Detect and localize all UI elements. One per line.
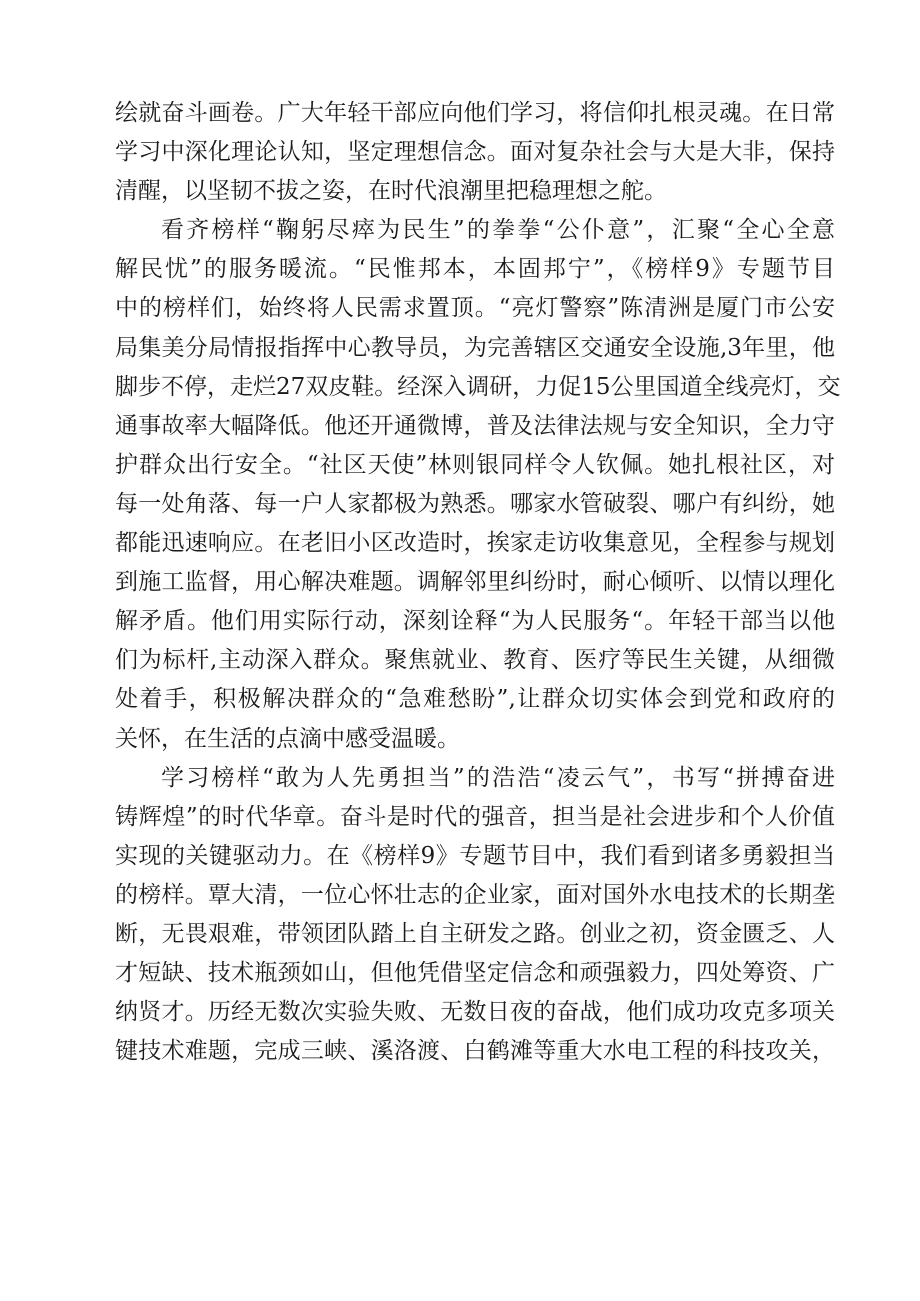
text-line: 到施工监督，用心解决难题。调解邻里纠纷时，耐心倾听、以情以理化 — [115, 569, 835, 596]
text-line: 通事故率大幅降低。他还开通微博，普及法律法规与安全知识，全力守 — [115, 412, 835, 439]
text-line: 铸辉煌”的时代华章。奋斗是时代的强音，担当是社会进步和个人价值 — [115, 803, 835, 830]
text-line: 绘就奋斗画卷。广大年轻干部应向他们学习，将信仰扎根灵魂。在日常 — [115, 100, 835, 126]
body-text — [115, 94, 841, 1071]
text-line: 看齐榜样“鞠躬尽瘁为民生”的拳拳“公仆意”，汇聚“全心全意 — [161, 217, 835, 244]
text-line: 们为标杆,主动深入群众。聚焦就业、教育、医疗等民生关键，从细微 — [115, 647, 835, 674]
text-line: 的榜样。覃大清，一位心怀壮志的企业家，面对国外水电技术的长期垄 — [115, 881, 835, 908]
text-line: 都能迅速响应。在老旧小区改造时，挨家走访收集意见，全程参与规划 — [115, 530, 835, 557]
text-line: 关怀，在生活的点滴中感受温暖。 — [115, 725, 460, 752]
text-line: 断，无畏艰难，带领团队踏上自主研发之路。创业之初，资金匮乏、人 — [115, 920, 835, 947]
paragraph — [115, 759, 835, 1072]
text-line: 中的榜样们，始终将人民需求置顶。“亮灯警察”陈清洲是厦门市公安 — [115, 295, 835, 322]
text-line: 纳贤才。历经无数次实验失败、无数日夜的奋战，他们成功攻克多项关 — [115, 999, 835, 1026]
text-line: 解民忧”的服务暖流。“民惟邦本，本固邦宁”，《榜样9》专题节目 — [115, 256, 835, 283]
text-line: 护群众出行安全。“社区天使”林则银同样令人钦佩。她扎根社区，对 — [115, 451, 835, 478]
text-line: 学习榜样“敢为人先勇担当”的浩浩“凌云气”，书写“拼搏奋进 — [161, 764, 835, 791]
text-line: 学习中深化理论认知，坚定理想信念。面对复杂社会与大是大非，保持 — [115, 139, 835, 166]
text-line: 局集美分局情报指挥中心教导员，为完善辖区交通安全设施,3年里，他 — [115, 334, 835, 361]
text-line: 解矛盾。他们用实际行动，深刻诠释“为人民服务“。年轻干部当以他 — [115, 608, 835, 635]
text-line: 实现的关键驱动力。在《榜样9》专题节目中，我们看到诸多勇毅担当 — [115, 842, 835, 869]
paragraph — [115, 211, 841, 758]
text-line: 键技术难题，完成三峡、溪洛渡、白鹤滩等重大水电工程的科技攻关， — [115, 1038, 835, 1065]
paragraph — [115, 94, 835, 211]
text-line: 才短缺、技术瓶颈如山，但他凭借坚定信念和顽强毅力，四处筹资、广 — [115, 960, 835, 987]
text-line: 每一处角落、每一户人家都极为熟悉。哪家水管破裂、哪户有纠纷，她 — [115, 490, 835, 517]
text-line: 脚步不停，走烂27双皮鞋。经深入调研，力促15公里国道全线亮灯，交 — [115, 373, 841, 400]
text-line: 清醒，以坚韧不拔之姿，在时代浪潮里把稳理想之舵。 — [115, 178, 667, 205]
text-line: 处着手，积极解决群众的“急难愁盼”,让群众切实体会到党和政府的 — [115, 686, 835, 713]
